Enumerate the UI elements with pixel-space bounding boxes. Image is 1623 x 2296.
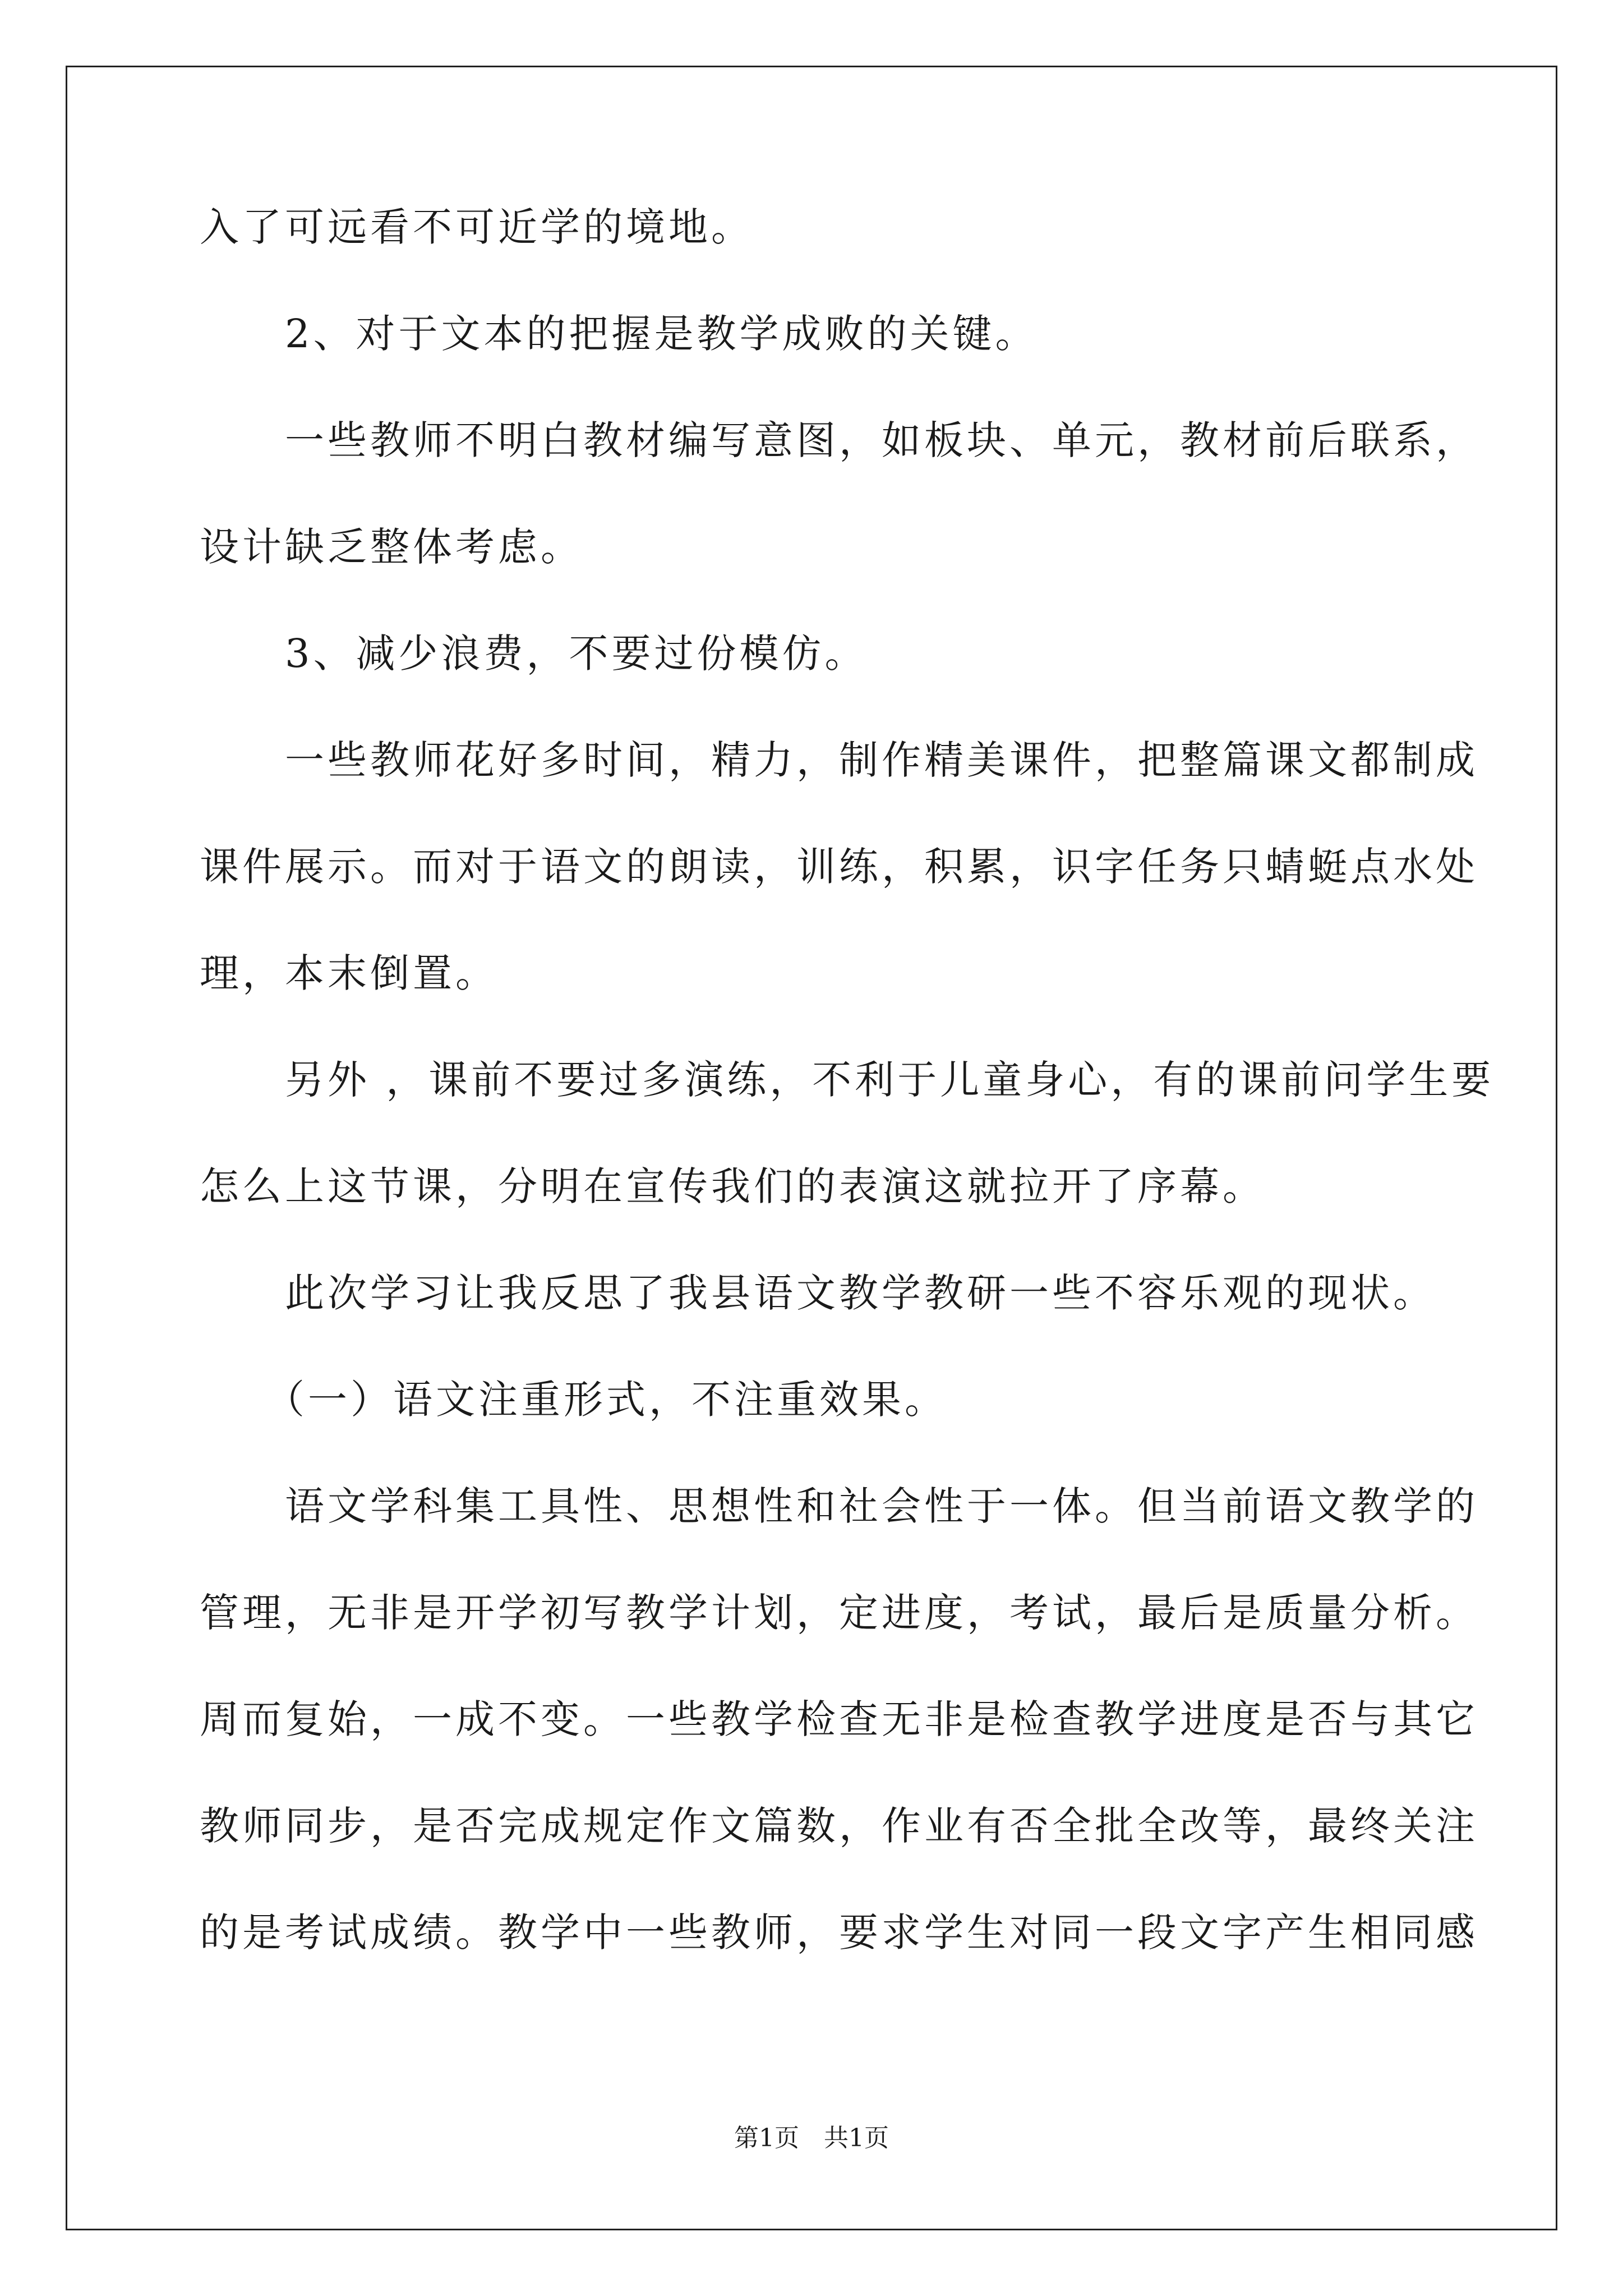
- text-line: 的是考试成绩。教学中一些教师，要求学生对同一段文字产生相同感: [200, 1910, 1478, 1955]
- text-line: 2、对于文本的把握是教学成败的关键。: [200, 311, 1038, 357]
- text-line: 周而复始，一成不变。一些教学检查无非是检查教学进度是否与其它: [200, 1696, 1478, 1742]
- text-line: 此次学习让我反思了我县语文教学教研一些不容乐观的现状。: [200, 1270, 1436, 1316]
- text-line: 另外 ，课前不要过多演练，不利于儿童身心，有的课前问学生要: [200, 1057, 1495, 1103]
- text-line: 教师同步，是否完成规定作文篇数，作业有否全批全改等，最终关注: [200, 1803, 1478, 1849]
- text-line: 一些教师不明白教材编写意图，如板块、单元，教材前后联系，: [200, 417, 1478, 463]
- page-footer: 第1页 共1页: [734, 2124, 889, 2152]
- text-line: （一）语文注重形式，不注重效果。: [200, 1377, 947, 1423]
- text-line: 设计缺乏整体考虑。: [200, 524, 583, 570]
- text-line: 理，本末倒置。: [200, 950, 498, 996]
- text-line: 怎么上这节课，分明在宣传我们的表演这就拉开了序幕。: [200, 1163, 1265, 1209]
- page-border: [66, 66, 1557, 2230]
- text-line: 语文学科集工具性、思想性和社会性于一体。但当前语文教学的: [200, 1483, 1478, 1529]
- text-line: 一些教师花好多时间，精力，制作精美课件，把整篇课文都制成: [200, 737, 1478, 783]
- text-line: 入了可远看不可近学的境地。: [200, 204, 754, 250]
- text-line: 3、减少浪费，不要过份模仿。: [200, 631, 868, 677]
- text-line: 管理，无非是开学初写教学计划，定进度，考试，最后是质量分析。: [200, 1590, 1478, 1636]
- text-line: 课件展示。而对于语文的朗读，训练，积累，识字任务只蜻蜓点水处: [200, 844, 1478, 890]
